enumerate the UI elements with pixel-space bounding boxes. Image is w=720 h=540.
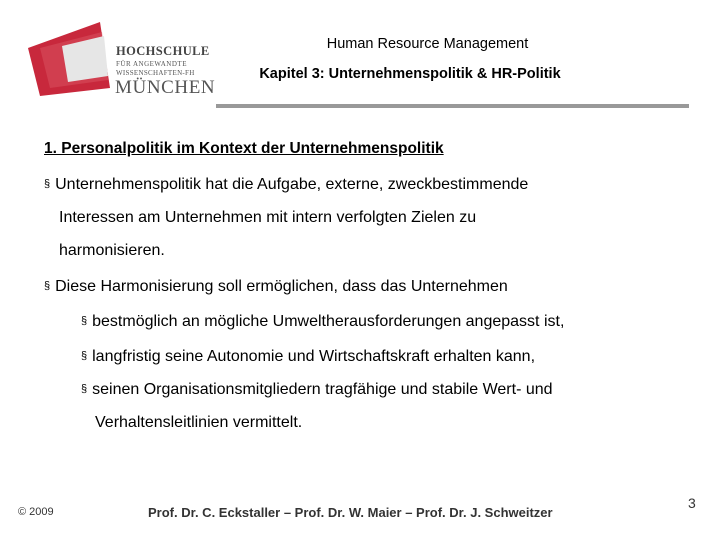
bullet-1-line-3: harmonisieren. [59, 242, 165, 259]
bullet-1-line-2: Interessen am Unternehmen mit intern verfolgten Zielen zu [59, 209, 477, 226]
logo-emblem-icon [22, 18, 114, 100]
header-subtitle: Kapitel 3: Unternehmenspolitik & HR-Politik [259, 66, 561, 82]
sub-bullet-1 [81, 305, 641, 338]
bullet-marker-icon: § [81, 315, 88, 327]
header-title: Human Resource Management [326, 36, 529, 52]
footer-copyright: © 2009 [18, 506, 54, 518]
bullet-marker-icon: § [81, 350, 88, 362]
sub-bullet-2 [81, 340, 641, 373]
logo-text-line-4: MÜNCHEN [115, 77, 216, 98]
sub-bullet-2-line-1: langfristig seine Autonomie und Wirtschaftskraft erhalten kann, [92, 348, 536, 365]
bullet-1-line-1: Unternehmenspolitik hat die Aufgabe, externe, zweckbestimmende [55, 176, 529, 193]
bullet-2 [44, 270, 644, 303]
bullet-2-line-1: Diese Harmonisierung soll ermöglichen, dass das Unternehmen [55, 278, 508, 295]
sub-bullet-3-line-2: Verhaltensleitlinien vermittelt. [95, 414, 303, 431]
logo-text-line-3: WISSENSCHAFTEN-FH [116, 69, 195, 77]
logo-text-line-2: FÜR ANGEWANDTE [116, 60, 187, 68]
sub-bullet-3-line-1: seinen Organisationsmitgliedern tragfähige und stabile Wert- und [92, 381, 553, 398]
bullet-1 [44, 168, 644, 267]
sub-bullet-3 [81, 373, 641, 439]
bullet-marker-icon: § [44, 280, 51, 292]
bullet-marker-icon: § [44, 178, 51, 190]
university-logo [22, 18, 216, 100]
section-title: 1. Personalpolitik im Kontext der Unternehmenspolitik [44, 140, 444, 157]
header-divider [216, 104, 689, 108]
sub-bullet-1-line-1: bestmöglich an mögliche Umweltherausforderungen angepasst ist, [92, 313, 565, 330]
bullet-marker-icon: § [81, 383, 88, 395]
page-number: 3 [688, 495, 696, 511]
logo-text-line-1: HOCHSCHULE [116, 44, 210, 58]
footer-authors: Prof. Dr. C. Eckstaller – Prof. Dr. W. Maier – Prof. Dr. J. Schweitzer [148, 505, 553, 520]
